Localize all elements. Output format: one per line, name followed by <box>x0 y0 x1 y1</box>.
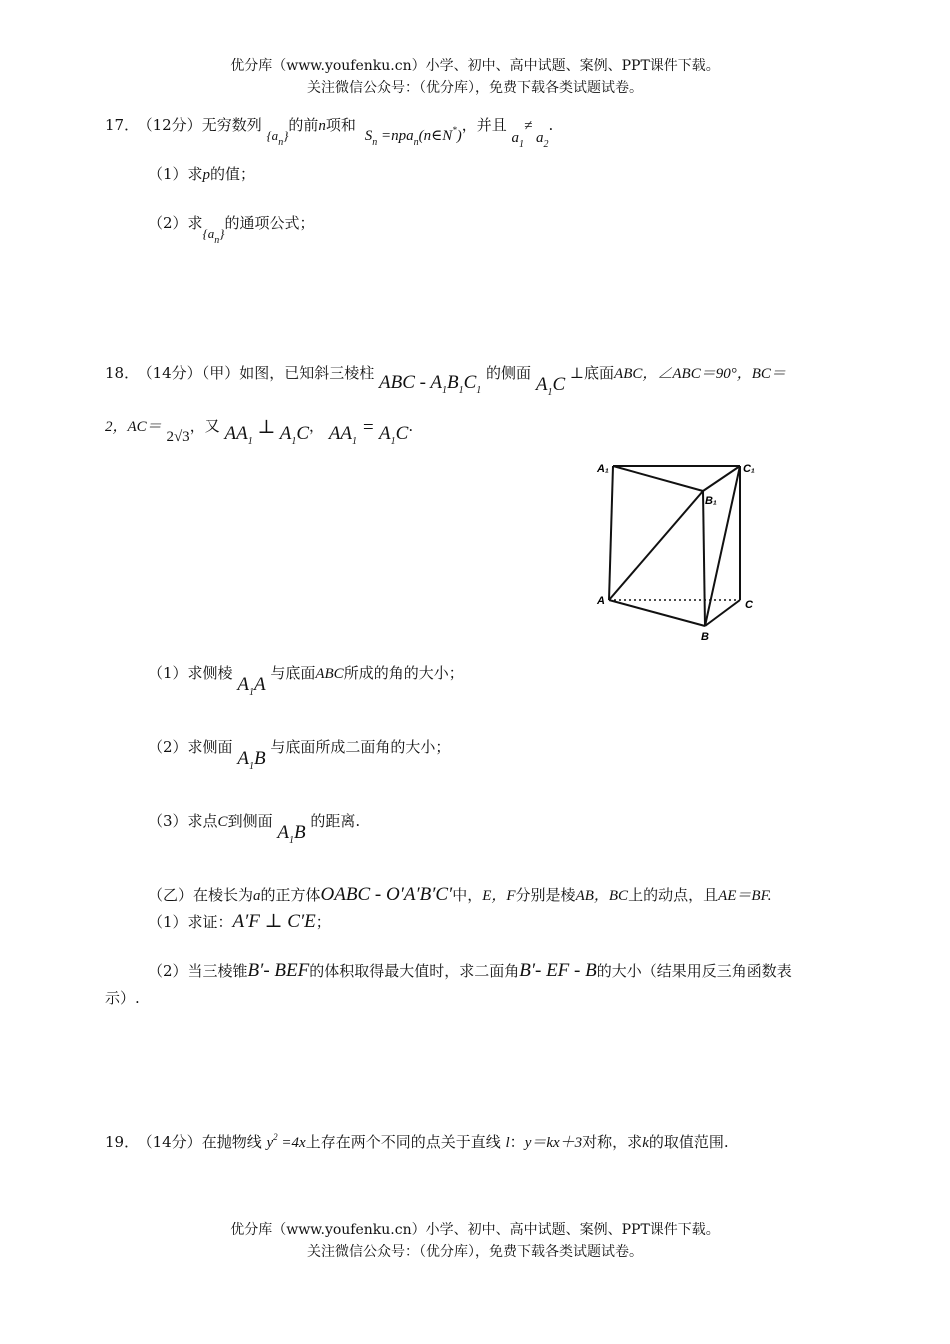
label-c: C <box>745 599 753 611</box>
q18-text: 分别是棱 <box>515 886 576 904</box>
q18-text: （2）当三棱锥 <box>148 962 248 980</box>
q18-text: E，F <box>482 888 516 904</box>
q17-part2 <box>148 212 315 246</box>
q17-var-n: n <box>318 118 326 134</box>
edge-bb1 <box>703 491 705 626</box>
q19-number: 19． <box>105 1133 140 1151</box>
q18-edge-a1a: $A_1A$ <box>237 674 266 698</box>
q17-formula-sn: $S_n$ =npa$_n$(n∈N*) <box>364 125 462 148</box>
q18-text: ⊥底面 <box>569 364 615 382</box>
q18-text: ， <box>309 417 325 435</box>
q18-text: （乙）在棱长为 <box>148 886 254 904</box>
q18-text: 与底面所成二面角的大小； <box>270 738 451 756</box>
q17-text: 的前 <box>288 116 319 134</box>
q17-text: . <box>548 116 554 134</box>
header-line-2: 关注微信公众号：（优分库），免费下载各类试题试卷。 <box>307 80 643 96</box>
q18-text: 中， <box>452 886 483 904</box>
q18-text: 2，AC＝ <box>105 419 162 435</box>
q18-text: . <box>408 417 414 435</box>
q18-sqrt: 2√3 <box>166 429 190 445</box>
q18-var-abc: ABC <box>315 666 344 682</box>
edge-aa1 <box>609 466 613 600</box>
q18-text: 上的动点，且 <box>628 886 719 904</box>
footer-line-1: 优分库（www.youfenku.cn）小学、初中、高中试题、案例、PPT课件下载。 <box>230 1222 720 1238</box>
q18-face-a1b: $A_1B$ <box>237 748 266 772</box>
q18-yi-part1 <box>148 910 331 933</box>
q18-text: ； <box>315 913 331 931</box>
q17-text: 的值； <box>210 165 256 183</box>
q18-text: 的正方体 <box>260 886 321 904</box>
q17-formula-a1a2: $a_1\ne a_2$ <box>511 118 549 150</box>
q18-var-abc: ABC <box>614 366 643 382</box>
q19-text: 的取值范围. <box>648 1133 729 1151</box>
q18-prism: ABC - $A_1B_1C_1$ <box>378 372 482 396</box>
q18-text: 到侧面 <box>227 812 273 830</box>
q17-text: ，并且 <box>461 116 507 134</box>
header-line-1: 优分库（www.youfenku.cn）小学、初中、高中试题、案例、PPT课件下载。 <box>230 58 720 74</box>
q17-number: 17． <box>105 116 140 134</box>
q17-part1 <box>148 163 255 184</box>
q18-dihedral: B′- EF - B <box>519 960 597 981</box>
q18-text: AB，BC <box>575 888 629 904</box>
label-a: A <box>597 595 605 607</box>
q18-face-a1c: $A_1C$ <box>535 374 566 398</box>
q18-text: ，又 <box>189 417 220 435</box>
edge-ab1 <box>609 491 703 600</box>
q18-text: ，∠ABC＝90°，BC＝ <box>642 366 786 382</box>
q17-stem <box>105 114 554 150</box>
q18-var-a: a <box>253 888 261 904</box>
edge-ab <box>609 600 705 626</box>
q18-yi-part2 <box>148 960 792 982</box>
label-b: B <box>701 631 709 643</box>
q19-stem <box>105 1131 729 1152</box>
q19-text: 对称，求 <box>582 1133 643 1151</box>
q19-text: 在抛物线 <box>201 1133 262 1151</box>
q17-text: 无穷数列 <box>201 116 262 134</box>
q18-perp-af-ce: A′F ⊥ C′E <box>232 911 316 932</box>
q18-score: （14分） <box>145 364 202 382</box>
q18-text: （3）求点 <box>148 812 218 830</box>
q18-yi-part2-cont <box>105 987 140 1008</box>
q19-var-k: k <box>642 1135 649 1151</box>
q18-part1 <box>148 662 464 698</box>
q18-text: （1）求证： <box>148 913 233 931</box>
label-b1: B₁ <box>705 495 717 507</box>
q18-text: （1）求侧棱 <box>148 664 233 682</box>
q18-text: 所成的角的大小； <box>343 664 464 682</box>
prism-diagram <box>595 458 765 643</box>
q17-seq-an: $\{a_n\}$ <box>202 226 225 246</box>
q18-aa1-perp: $AA_1$ ⊥ $A_1C$ <box>224 417 310 447</box>
q18-aa1-eq: $AA_1 = A_1C$ <box>328 417 409 447</box>
q19-text: ： <box>509 1133 525 1151</box>
q19-parabola: $y^2 =4x$ <box>266 1132 306 1151</box>
q18-text: 示）. <box>105 989 140 1007</box>
q18-stem-line2 <box>105 414 414 447</box>
q18-stem-line1 <box>105 362 786 398</box>
q18-text: 的体积取得最大值时，求二面角 <box>309 962 520 980</box>
q18-part3 <box>148 810 361 846</box>
q18-cube: OABC - O′A′B′C′ <box>320 884 453 905</box>
q17-text: （2）求 <box>148 214 203 232</box>
q17-text: 项和 <box>325 116 356 134</box>
q19-line-eq: y＝kx＋3 <box>524 1135 583 1151</box>
q18-text: （甲）如图，已知斜三棱柱 <box>201 364 375 382</box>
edge-a1b1 <box>613 466 703 491</box>
label-a1: A₁ <box>597 463 609 475</box>
label-c1: C₁ <box>743 463 755 475</box>
q18-text: （2）求侧面 <box>148 738 233 756</box>
q18-yi-stem <box>148 884 772 906</box>
q18-part2 <box>148 736 451 772</box>
q19-text: 上存在两个不同的点关于直线 <box>305 1133 501 1151</box>
edge-bc1 <box>705 466 740 626</box>
q18-face-a1b: $A_1B$ <box>277 822 306 846</box>
q19-var-l: l <box>505 1135 510 1151</box>
q18-var-c: C <box>217 814 228 830</box>
q17-var-p: p <box>202 167 211 183</box>
q17-score: （12分） <box>145 116 202 134</box>
q17-text: （1）求 <box>148 165 203 183</box>
q18-text: 与底面 <box>270 664 316 682</box>
q18-number: 18． <box>105 364 140 382</box>
q17-text: 的通项公式； <box>224 214 315 232</box>
q18-pyramid: B′- BEF <box>247 960 310 981</box>
q17-seq-an: $\{a_n\}$ <box>266 128 289 148</box>
q18-text: 的大小（结果用反三角函数表 <box>596 962 792 980</box>
footer-line-2: 关注微信公众号：（优分库），免费下载各类试题试卷。 <box>307 1244 643 1260</box>
q18-text: AE＝BF. <box>718 888 772 904</box>
q19-score: （14分） <box>145 1133 202 1151</box>
q18-text: 的侧面 <box>486 364 532 382</box>
q18-text: 的距离. <box>310 812 361 830</box>
